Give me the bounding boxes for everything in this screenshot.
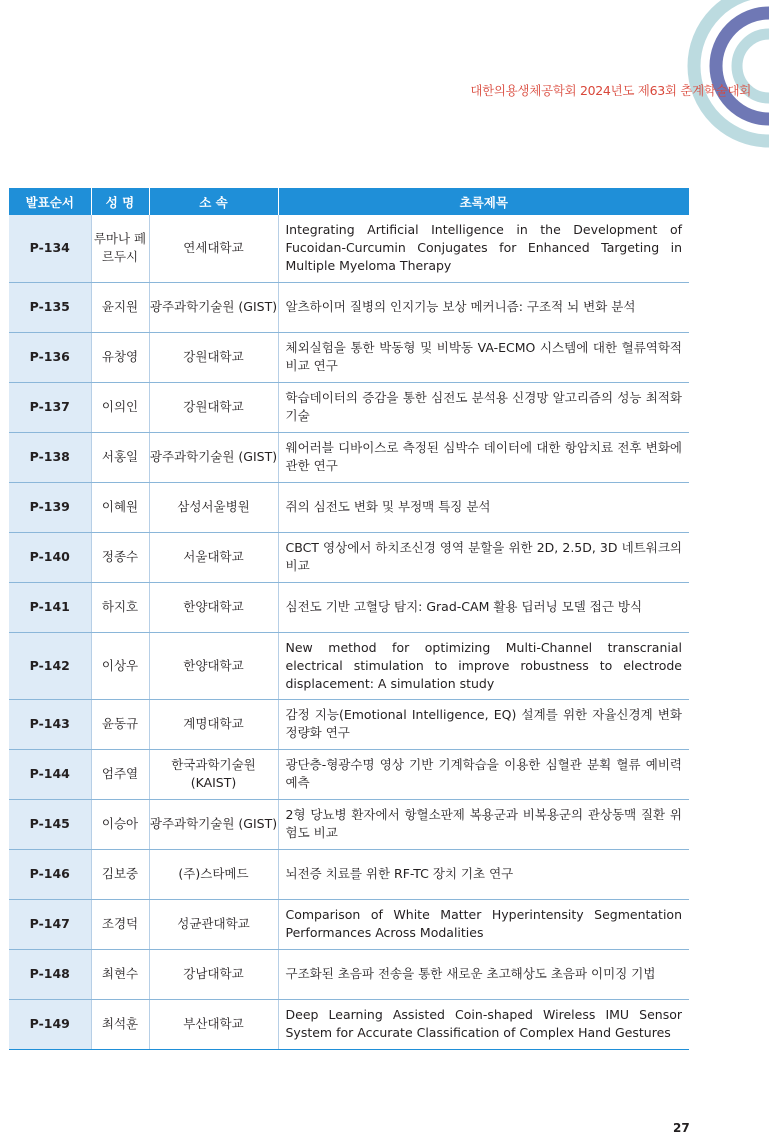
- abstract-title: New method for optimizing Multi-Channel transcranial electrical stimulation to improve robustness to electrode displacement: A simulation study: [278, 632, 689, 699]
- abstract-title: Deep Learning Assisted Coin-shaped Wireless IMU Sensor System for Accurate Classification of Complex Hand Gestures: [278, 999, 689, 1049]
- table-row: [9, 432, 689, 482]
- presenter-name: 윤지원: [91, 282, 149, 332]
- presenter-affiliation: 광주과학기술원 (GIST): [149, 432, 278, 482]
- presentation-code: P-134: [9, 215, 91, 282]
- page-number: 27: [673, 1121, 690, 1135]
- table-row: [9, 215, 689, 282]
- presenter-name: 유창영: [91, 332, 149, 382]
- presenter-name: 루마나 페르두시: [91, 215, 149, 282]
- presenter-affiliation: 강남대학교: [149, 949, 278, 999]
- presentation-code: P-137: [9, 382, 91, 432]
- abstract-title: 체외실험을 통한 박동형 및 비박동 VA-ECMO 시스템에 대한 혈류역학적 비교 연구: [278, 332, 689, 382]
- presenter-name: 최석훈: [91, 999, 149, 1049]
- presenter-affiliation: 성균관대학교: [149, 899, 278, 949]
- table-row: [9, 849, 689, 899]
- abstract-title: 학습데이터의 증감을 통한 심전도 분석용 신경망 알고리즘의 성능 최적화 기술: [278, 382, 689, 432]
- presenter-name: 엄주열: [91, 749, 149, 799]
- table-row: [9, 749, 689, 799]
- presenter-name: 이혜원: [91, 482, 149, 532]
- presenter-affiliation: 삼성서울병원: [149, 482, 278, 532]
- table-row: [9, 999, 689, 1049]
- presenter-affiliation: (주)스타메드: [149, 849, 278, 899]
- abstract-title: 쥐의 심전도 변화 및 부정맥 특징 분석: [278, 482, 689, 532]
- presenter-name: 이상우: [91, 632, 149, 699]
- presentation-code: P-145: [9, 799, 91, 849]
- presentation-code: P-141: [9, 582, 91, 632]
- abstract-title: Comparison of White Matter Hyperintensity Segmentation Performances Across Modalities: [278, 899, 689, 949]
- presentation-code: P-143: [9, 699, 91, 749]
- table-row: [9, 699, 689, 749]
- presenter-name: 서홍일: [91, 432, 149, 482]
- table-row: [9, 899, 689, 949]
- presentation-code: P-139: [9, 482, 91, 532]
- column-header-name: 성 명: [91, 188, 149, 215]
- table-row: [9, 482, 689, 532]
- presenter-affiliation: 강원대학교: [149, 332, 278, 382]
- table-row: [9, 282, 689, 332]
- abstract-title: CBCT 영상에서 하치조신경 영역 분할을 위한 2D, 2.5D, 3D 네트워크의 비교: [278, 532, 689, 582]
- column-header-order: 발표순서: [9, 188, 91, 215]
- presentation-code: P-149: [9, 999, 91, 1049]
- presentation-code: P-144: [9, 749, 91, 799]
- table-row: [9, 582, 689, 632]
- presenter-name: 하지호: [91, 582, 149, 632]
- presenter-name: 최현수: [91, 949, 149, 999]
- table-row: [9, 382, 689, 432]
- presenter-affiliation: 부산대학교: [149, 999, 278, 1049]
- presenter-affiliation: 서울대학교: [149, 532, 278, 582]
- presentation-code: P-147: [9, 899, 91, 949]
- presentation-code: P-140: [9, 532, 91, 582]
- presenter-affiliation: 한양대학교: [149, 582, 278, 632]
- presentation-table: [9, 188, 689, 1050]
- presenter-name: 조경덕: [91, 899, 149, 949]
- presentation-code: P-136: [9, 332, 91, 382]
- abstract-title: 광단층-형광수명 영상 기반 기계학습을 이용한 심혈관 분획 혈류 예비력 예측: [278, 749, 689, 799]
- corner-rings-decoration: [0, 0, 769, 200]
- column-header-affiliation: 소 속: [149, 188, 278, 215]
- presenter-affiliation: 한국과학기술원 (KAIST): [149, 749, 278, 799]
- presenter-name: 이승아: [91, 799, 149, 849]
- presentation-code: P-138: [9, 432, 91, 482]
- presenter-affiliation: 연세대학교: [149, 215, 278, 282]
- presenter-affiliation: 계명대학교: [149, 699, 278, 749]
- presenter-name: 이의인: [91, 382, 149, 432]
- presenter-affiliation: 한양대학교: [149, 632, 278, 699]
- abstract-title: 뇌전증 치료를 위한 RF-TC 장치 기초 연구: [278, 849, 689, 899]
- abstract-title: 웨어러블 디바이스로 측정된 심박수 데이터에 대한 항암치료 전후 변화에 관한 연구: [278, 432, 689, 482]
- presenter-affiliation: 광주과학기술원 (GIST): [149, 799, 278, 849]
- presenter-name: 김보중: [91, 849, 149, 899]
- presentation-code: P-146: [9, 849, 91, 899]
- abstract-title: 알츠하이머 질병의 인지기능 보상 메커니즘: 구조적 뇌 변화 분석: [278, 282, 689, 332]
- presentation-code: P-135: [9, 282, 91, 332]
- abstract-title: 심전도 기반 고혈당 탐지: Grad-CAM 활용 딥러닝 모델 접근 방식: [278, 582, 689, 632]
- table-row: [9, 949, 689, 999]
- table-row: [9, 532, 689, 582]
- table-header-row: [9, 188, 689, 215]
- abstract-title: 감정 지능(Emotional Intelligence, EQ) 설계를 위한 자율신경계 변화 정량화 연구: [278, 699, 689, 749]
- presentation-code: P-148: [9, 949, 91, 999]
- table-row: [9, 632, 689, 699]
- abstract-title: 구조화된 초음파 전송을 통한 새로운 초고해상도 초음파 이미징 기법: [278, 949, 689, 999]
- column-header-title: 초록제목: [278, 188, 689, 215]
- table-row: [9, 332, 689, 382]
- presenter-name: 정종수: [91, 532, 149, 582]
- conference-header: 대한의용생체공학회 2024년도 제63회 춘계학술대회: [470, 83, 751, 98]
- presentation-code: P-142: [9, 632, 91, 699]
- presenter-affiliation: 강원대학교: [149, 382, 278, 432]
- presenter-affiliation: 광주과학기술원 (GIST): [149, 282, 278, 332]
- table-row: [9, 799, 689, 849]
- abstract-title: Integrating Artificial Intelligence in the Development of Fucoidan-Curcumin Conjugates for Enhanced Targeting in Multiple Myeloma Therapy: [278, 215, 689, 282]
- presenter-name: 윤동규: [91, 699, 149, 749]
- abstract-title: 2형 당뇨병 환자에서 항혈소판제 복용군과 비복용군의 관상동맥 질환 위험도 비교: [278, 799, 689, 849]
